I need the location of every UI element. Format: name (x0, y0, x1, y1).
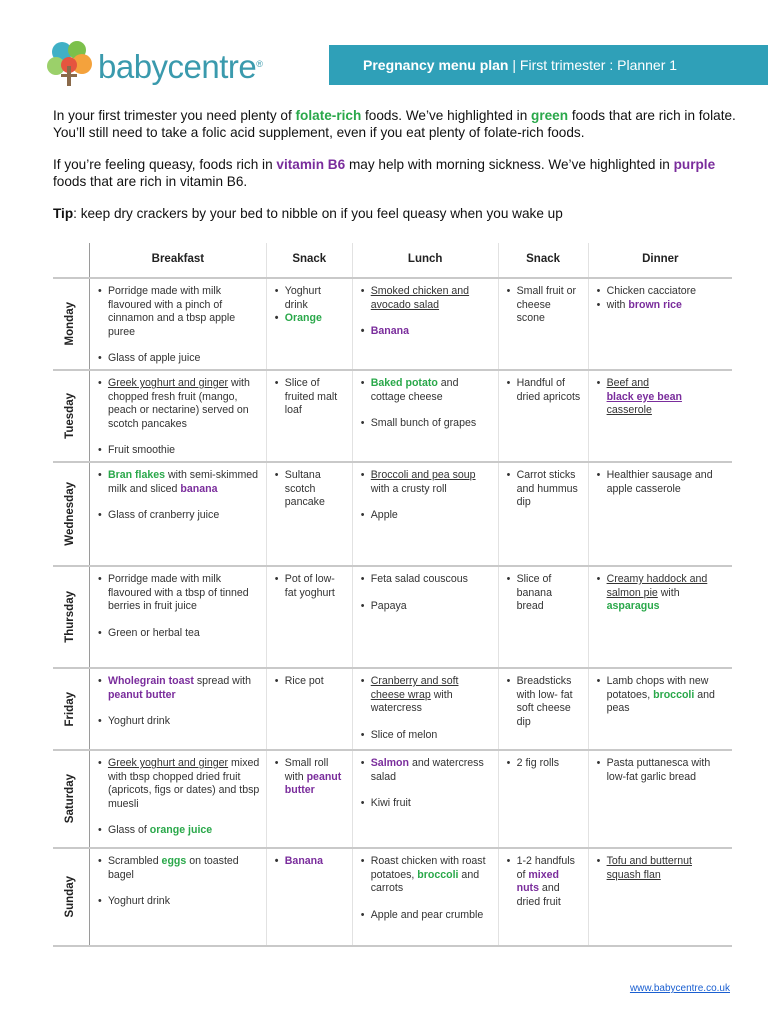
text: with semi-skimmed milk and sliced (107, 469, 259, 495)
text: eggs (161, 855, 187, 867)
list-item (96, 675, 260, 702)
list-item (595, 855, 726, 882)
header-snack-1: Snack (266, 243, 352, 278)
list-item: • Fruit smoothie (96, 444, 260, 458)
list-item: • Pasta puttanesca with low-fat garlic bread (595, 757, 726, 784)
list-item (595, 675, 726, 716)
cell-lunch (352, 278, 498, 370)
babycentre-logo[interactable] (44, 38, 263, 90)
list-item (96, 824, 260, 838)
list-item: • Feta salad couscous (359, 573, 492, 587)
cell-dinner (588, 278, 732, 370)
list-item: • Banana (359, 325, 492, 339)
table-row (53, 668, 732, 750)
cell-lunch (352, 750, 498, 848)
text: Glass of (107, 824, 150, 837)
list-item (96, 757, 260, 811)
day-thursday: Thursday (64, 591, 77, 643)
list-item: • Yoghurt drink (273, 285, 346, 312)
list-item: • Sultana scotch pancake (273, 469, 346, 510)
text: Broccoli and pea soup (370, 469, 476, 481)
table-row (53, 750, 732, 848)
text: foods that are rich in folate. You’ll still need to take a folic acid supplement, even if you eat plenty of folate-rich foods. (53, 108, 736, 140)
list-item (359, 855, 492, 896)
green-highlight: green (531, 108, 569, 123)
cell-snack (266, 370, 352, 462)
cell-lunch (352, 668, 498, 750)
list-item (96, 469, 260, 496)
table-header-row (53, 243, 732, 278)
list-item: • Porridge made with milk flavoured with a tbsp of tinned berries in fruit juice (96, 573, 260, 614)
table-row (53, 566, 732, 668)
list-item: • Yoghurt drink (96, 895, 260, 909)
text: with watercress (370, 688, 453, 715)
tip-label: Tip (53, 206, 74, 221)
text: Roast chicken with roast potatoes, (370, 855, 486, 881)
tip-text: : keep dry crackers by your bed to nibble on if you feel queasy when you wake up (73, 206, 563, 221)
text: Scrambled (107, 855, 162, 867)
day-saturday: Saturday (64, 774, 77, 824)
text: and peas (606, 688, 715, 715)
text: and cottage cheese (370, 377, 459, 403)
cell-snack (266, 668, 352, 750)
text: Greek yoghurt and ginger (107, 377, 229, 389)
list-item (96, 377, 260, 431)
list-item: • Banana (273, 855, 346, 869)
cell-snack (498, 462, 588, 566)
table-row (53, 370, 732, 462)
text: Creamy haddock and salmon pie (606, 573, 708, 599)
cell-breakfast (89, 370, 266, 462)
brand-name: babycentre (98, 48, 257, 85)
header-dinner: Dinner (588, 243, 732, 278)
intro-text (53, 107, 743, 237)
text: with a crusty roll (370, 482, 447, 495)
header-breakfast: Breakfast (89, 243, 266, 278)
list-item: • Porridge made with milk flavoured with a pinch of cinnamon and a tbsp apple puree (96, 285, 260, 339)
text: asparagus (606, 600, 660, 613)
text: and dried fruit (516, 882, 561, 908)
list-item: • 2 fig rolls (505, 757, 582, 771)
list-item: • Breadsticks with low- fat soft cheese dip (505, 675, 582, 729)
day-friday: Friday (64, 691, 77, 727)
list-item (96, 855, 260, 882)
text: with (606, 298, 629, 311)
list-item: • Pot of low-fat yoghurt (273, 573, 346, 600)
list-item: • Slice of banana bread (505, 573, 582, 614)
text: may help with morning sickness. We’ve highlighted in (345, 157, 674, 172)
menu-plan-table (53, 243, 732, 947)
cell-snack (498, 566, 588, 668)
b6-highlight: vitamin B6 (276, 157, 346, 172)
list-item: • Green or herbal tea (96, 627, 260, 641)
list-item: • Healthier sausage and apple casserole (595, 469, 726, 496)
header-corner (53, 243, 89, 278)
list-item: • Papaya (359, 600, 492, 614)
list-item: • Apple (359, 509, 492, 523)
list-item (359, 377, 492, 404)
text: with chopped fresh fruit (mango, peach or nectarine) served on scotch pancakes (107, 377, 250, 430)
banner-separator: | (508, 57, 520, 73)
cell-lunch (352, 462, 498, 566)
text: broccoli (653, 688, 695, 701)
text: foods. We’ve highlighted in (361, 108, 532, 123)
list-item: • Carrot sticks and hummus dip (505, 469, 582, 510)
cell-breakfast (89, 566, 266, 668)
cell-breakfast (89, 848, 266, 946)
text: orange juice (149, 824, 213, 837)
text: and carrots (370, 868, 480, 895)
cell-snack (266, 848, 352, 946)
text: mixed nuts (516, 868, 560, 895)
cell-dinner (588, 566, 732, 668)
text: peanut butter (107, 688, 176, 701)
table-row (53, 462, 732, 566)
list-item (359, 675, 492, 716)
text: with (657, 586, 680, 599)
folate-highlight: folate-rich (295, 108, 362, 123)
cell-breakfast (89, 278, 266, 370)
cell-snack (498, 668, 588, 750)
day-cell (53, 848, 89, 946)
tip-paragraph (53, 205, 743, 222)
list-item (273, 757, 346, 798)
header-banner (329, 45, 768, 85)
cell-lunch (352, 370, 498, 462)
brand-mark: ® (256, 59, 263, 69)
text: Tofu and butternut squash flan (606, 855, 692, 881)
text: 1-2 handfuls of (516, 855, 575, 881)
text: peanut butter (284, 770, 342, 797)
cell-snack (266, 462, 352, 566)
b6-paragraph (53, 156, 743, 190)
text: and watercress salad (370, 757, 484, 783)
list-item (359, 285, 492, 312)
text: If you’re feeling queasy, foods rich in (53, 157, 277, 172)
text: spread with (193, 675, 252, 687)
day-cell (53, 566, 89, 668)
tree-logo-icon (44, 38, 96, 90)
purple-highlight: purple (673, 157, 716, 172)
cell-dinner (588, 668, 732, 750)
list-item (505, 855, 582, 909)
text: brown rice (628, 298, 682, 311)
cell-breakfast (89, 668, 266, 750)
day-cell (53, 462, 89, 566)
cell-breakfast (89, 750, 266, 848)
day-monday: Monday (64, 302, 77, 346)
list-item: • Rice pot (273, 675, 346, 689)
cell-dinner (588, 848, 732, 946)
cell-dinner (588, 750, 732, 848)
day-tuesday: Tuesday (64, 393, 77, 439)
list-item: • Chicken cacciatore (595, 285, 726, 299)
day-cell (53, 668, 89, 750)
day-cell (53, 370, 89, 462)
cell-snack (498, 278, 588, 370)
text: Baked potato (370, 377, 438, 389)
text: foods that are rich in vitamin B6. (53, 174, 248, 189)
banner-title: Pregnancy menu plan (363, 57, 509, 73)
header-lunch: Lunch (352, 243, 498, 278)
table-row (53, 278, 732, 370)
list-item: • Slice of fruited malt loaf (273, 377, 346, 418)
list-item: • Glass of cranberry juice (96, 509, 260, 523)
list-item: • Orange (273, 312, 346, 326)
list-item (595, 377, 726, 418)
cell-dinner (588, 370, 732, 462)
cell-snack (266, 278, 352, 370)
text: Lamb chops with new potatoes, (606, 675, 709, 701)
list-item: • Yoghurt drink (96, 715, 260, 729)
text: In your first trimester you need plenty of (53, 108, 296, 123)
text: casserole (606, 404, 652, 417)
table-row (53, 848, 732, 946)
folate-paragraph (53, 107, 743, 141)
text: Cranberry and soft cheese wrap (370, 675, 459, 701)
text: Smoked chicken and avocado salad (370, 285, 470, 311)
list-item: • Small fruit or cheese scone (505, 285, 582, 326)
cell-snack (498, 750, 588, 848)
list-item: • Kiwi fruit (359, 797, 492, 811)
footer-website-link[interactable]: www.babycentre.co.uk (629, 983, 730, 994)
day-cell (53, 278, 89, 370)
text: mixed with tbsp chopped dried fruit (apricots, figs or dates) and tbsp muesli (107, 757, 260, 810)
cell-snack (498, 370, 588, 462)
day-cell (53, 750, 89, 848)
banner-subtitle: First trimester : Planner 1 (519, 57, 678, 73)
list-item (595, 573, 726, 614)
text: black eye bean (606, 390, 682, 403)
text: Beef and (606, 377, 649, 389)
cell-lunch (352, 566, 498, 668)
text: on toasted bagel (107, 855, 239, 881)
list-item (359, 469, 492, 496)
list-item: • Slice of melon (359, 729, 492, 743)
text: Bran flakes (107, 469, 166, 481)
text: Salmon (370, 757, 409, 769)
list-item: • Apple and pear crumble (359, 909, 492, 923)
day-wednesday: Wednesday (64, 482, 77, 546)
cell-lunch (352, 848, 498, 946)
list-item: • Glass of apple juice (96, 352, 260, 366)
cell-breakfast (89, 462, 266, 566)
cell-dinner (588, 462, 732, 566)
list-item: • Small bunch of grapes (359, 417, 492, 431)
text: Greek yoghurt and ginger (107, 757, 229, 769)
day-sunday: Sunday (64, 876, 77, 918)
text: broccoli (417, 868, 459, 881)
cell-snack (266, 566, 352, 668)
header-snack-2: Snack (498, 243, 588, 278)
cell-snack (266, 750, 352, 848)
text: Small roll with (284, 757, 329, 783)
text: banana (180, 482, 218, 495)
cell-snack (498, 848, 588, 946)
list-item (595, 299, 726, 313)
list-item (359, 757, 492, 784)
text: Wholegrain toast (107, 675, 194, 687)
list-item: • Handful of dried apricots (505, 377, 582, 404)
